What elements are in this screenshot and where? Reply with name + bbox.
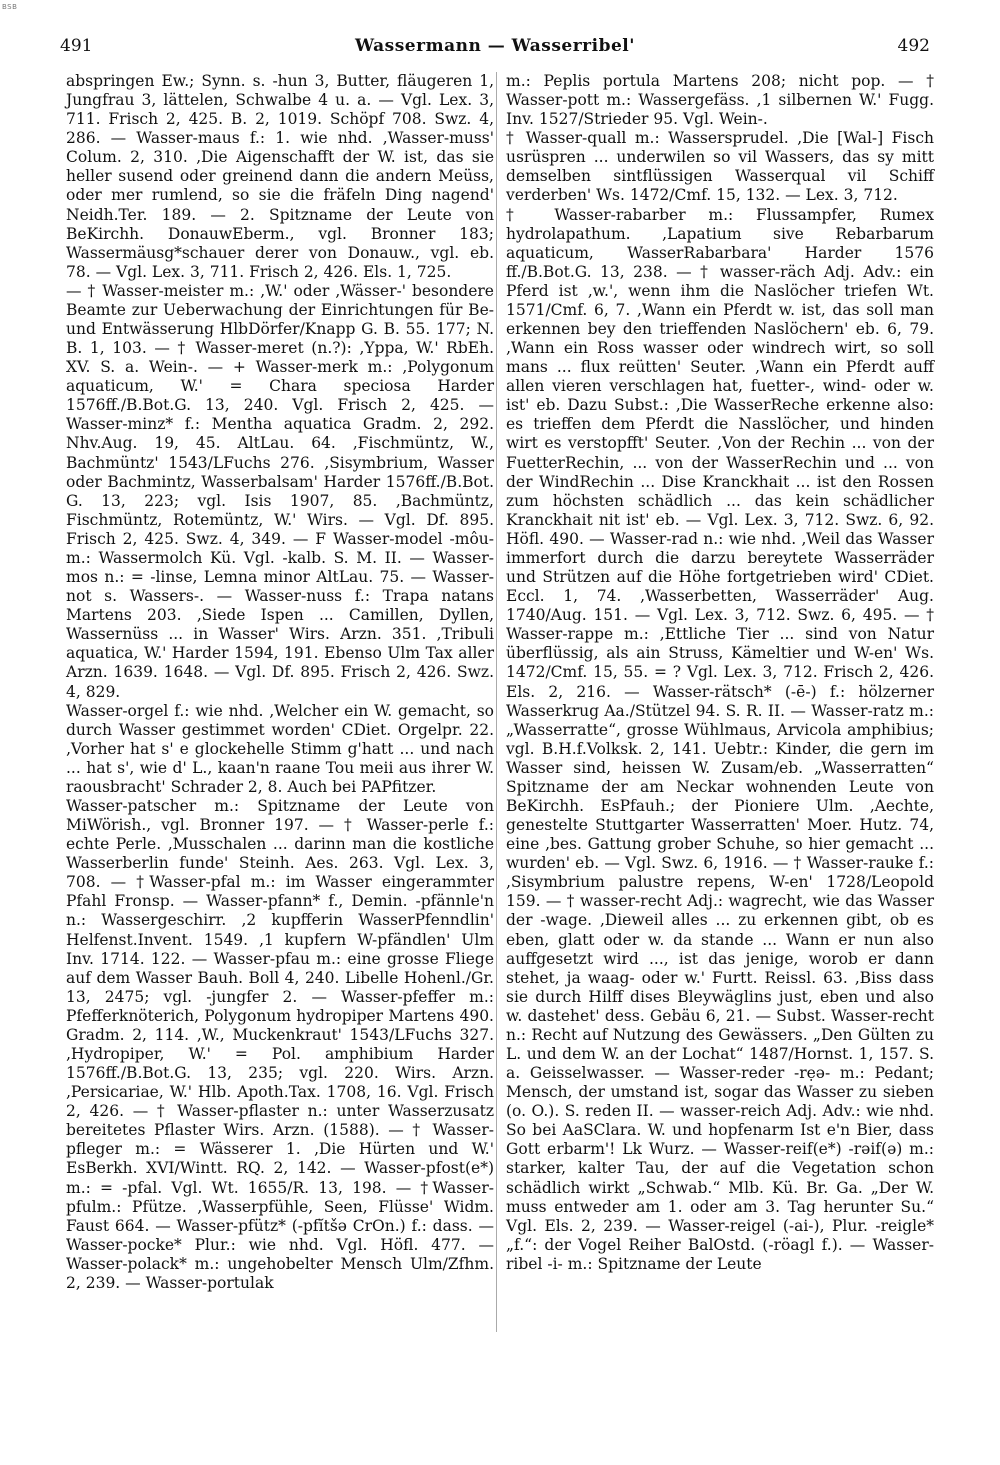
entry-paragraph: † Wasser-rabarber m.: Flussampfer, Rumex hydrolapathum. ‚Lapatium sive Rebarbarum aquaticum, WasserRabarbara' Harder 1576 ff./B.Bot.G. 13, 238. — † wasser-räch Adj. Adv.: ein Pferd ist ‚w.', wenn ihm die Naslöcher triefen Wt. 1571/Cmf. 6, 7. ‚Wann ein Pferdt w. ist, das soll man erkennen bey den trieffenden Naslöchern' eb. 6, 79. ‚Wann ein Ross wasser oder windrech wirt, so soll mans ... flux reütten' Seuter. ‚Wann ein Pferdt auff allen vieren verschlagen hat, fuetter-, wind- oder w. ist' eb. Dazu Subst.: ‚Die WasserReche erkenne also: es trieffen dem Pferdt die Nasslöcher, und hinden wirt es verstopfft' Seuter. ‚Von der Rechin ... von der FuetterRechin, ... von der WasserRechin und ... von der WindRechin ... Dise Kranckhait ... ist den Rossen zum höchsten schädlich ... das kein schädlicher Kranckhait nit ist' eb. — Vgl. Lex. 3, 712. Swz. 6, 92. Höfl. 490. — Wasser-rad n.: wie nhd. ‚Weil das Wasser immerfort durch die darzu bereytete Wasserräder und Strützen auf die Höhe fortgetrieben wird' CDiet. Eccl. 1, 74. ‚Wasserbetten, Wasserräder' Aug. 1740/Aug. 151. — Vgl. Lex. 3, 712. Swz. 6, 495. — † Wasser-rappe m.: ‚Ettliche Tier ... sind von Natur überflüssig, als ain Struss, Kämeltier und W-en' Ws. 1472/Cmf. 15, 55. = ? Vgl. Lex. 3, 712. Frisch 2, 426. Els. 2, 216. — Wasser-rätsch* (-ē-) f.: hölzerner Wasserkrug Aa./Stützel 94. S. R. II. — Wasser-ratz m.: „Wasserratte“, grosse Wühlmaus, Arvicola amphibius; vgl. B.H.f.Volksk. 2, 141. Uebtr.: Kinder, die gern im Wasser sind, heissen W. Zusam/eb. „Wasserratten“ Spitzname der am Neckar wohnenden Leute von BeKirchh. EsPfauh.; der Pioniere Ulm. ‚Aechte, genestelte Stuttgarter Wasserratten' Moer. Hutz. 74, eine ‚bes. Gattung grober Schuhe, so hier gemacht ... wurden' eb. — Vgl. Swz. 6, 1916. — † Wasser-rauke f.: ‚Sisymbrium palustre repens, W-en' 1728/Leopold 159. — † wasser-recht Adj.: wagrecht, wie das Wasser der -wage. ‚Dieweil alles ... zu erkennen gibt, ob es eben, glatt oder w. da stande ... Wann er nun also auffgesetzt wird ..., ist das jenige, worob er dann stehet, ja waag- oder w.' Furtt. Reissl. 63. ‚Biss dass sie durch Hilff dises Bleywäglins just, eben und also w. dastehet' dess. Gebäu 6, 21. — Subst. Wasser-recht n.: Recht auf Nutzung des Gewässers. „Den Gülten zu L. und dem W. an der Lochat“ 1487/Hornst. 1, 157. S. a. Geisselwasser. — Wasser-reder -rẹə- m.: Pedant; Mensch, der umstand ist, sogar das Wasser zu sieben (o. O.). S. reden II. — wasser-reich Adj. Adv.: wie nhd. So bei AaSClara. W. und hopfenarm Ist e'n Bier, dass Gott erbarm'! Lk Wurz. — Wasser-reif(e*) -rəif(ə) m.: starker, kalter Tau, der auf die Vegetation schon schädlich wirkt „Schwab.“ Mlb. Kü. Br. Ga. „Der W. muss entweder am 1. oder am 3. Tag herunter Su.“ Vgl. Els. 2, 239. — Wasser-reigel (-ai-), Plur. -reigle* „f.“: der Vogel Reiher BalOstd. (-röagl f.). — Wasser-ribel -i- m.: Spitzname der Leute <box>506 205 934 1273</box>
library-watermark: BSB <box>2 3 18 11</box>
entry-paragraph: † Wasser-quall m.: Wassersprudel. ‚Die [Wal-] Fisch usrüspren ... underwilen so vil Wassers, das sy mitt demselben sintflüssigen Wasserqual vil Schiff verderben' Ws. 1472/Cmf. 15, 132. — Lex. 3, 712. <box>506 129 934 205</box>
page-number-right: 492 <box>897 36 930 56</box>
entry-paragraph: m.: Peplis portula Martens 208; nicht pop. — † Wasser-pott m.: Wassergefäss. ‚1 silbernen W.' Fugg. Inv. 1527/Strieder 95. Vgl. Wein-. <box>506 72 934 129</box>
column-divider <box>496 72 497 1332</box>
entry-paragraph: Wasser-patscher m.: Spitzname der Leute von MiWörish., vgl. Bronner 197. — † Wasser-perle f.: echte Perle. ‚Musschalen ... darinn man die kostliche Wasserberlin funde' Steinh. Aes. 263. Vgl. Lex. 3, 708. — †Wasser-pfal m.: im Wasser eingerammter Pfahl Fronsp. — Wasser-pfann* f., Demin. -pfännle'n n.: Wassergeschirr. ‚2 kupfferin WasserPfenndlin' Helfenst.Invent. 1549. ‚1 kupfern W-pfändlen' Ulm Inv. 1714. 122. — Wasser-pfau m.: eine grosse Fliege auf dem Wasser Bauh. Boll 4, 240. Libelle Hohenl./Gr. 13, 2475; vgl. -jungfer 2. — Wasser-pfeffer m.: Pfefferknöterich, Polygonum hydropiper Martens 490. Gradm. 2, 114. ‚W., Muckenkraut' 1543/LFuchs 327. ‚Hydropiper, W.' = Pol. amphibium Harder 1576ff./B.Bot.G. 13, 235; vgl. 220. Wirs. Arzn. ‚Persicariae, W.' Hlb. Apoth.Tax. 1708, 16. Vgl. Frisch 2, 426. — † Wasser-pflaster n.: unter Wasserzusatz bereitetes Pflaster Wirs. Arzn. (1588). — † Wasser-pfleger m.: = Wässerer 1. ‚Die Hürten und W.' EsBerkh. XVI/Wintt. RQ. 2, 142. — Wasser-pfost(e*) m.: = -pfal. Vgl. Wt. 1655/R. 13, 198. — †Wasser-pfulm.: Pfütze. ‚Wasserpfühle, Seen, Flüsse' Widm. Faust 664. — Wasser-pfütz* (-pfĭtšə CrOn.) f.: dass. — Wasser-pocke* Plur.: wie nhd. Vgl. Höfl. 477. — Wasser-polack* m.: ungehobelter Mensch Ulm/Zfhm. 2, 239. — Wasser-portulak <box>66 796 494 1292</box>
running-title: Wassermann — Wasserribel' <box>355 36 635 56</box>
entry-paragraph: abspringen Ew.; Synn. s. -hun 3, Butter, fläugeren 1, Jungfrau 3, lättelen, Schwalbe 4 u. a. — Vgl. Lex. 3, 711. Frisch 2, 425. B. 2, 1019. Schöpf 708. Swz. 4, 286. — Wasser-maus f.: 1. wie nhd. ‚Wasser-muss' Colum. 2, 310. ‚Die Aigenschafft der W. ist, das sie heller susend oder greinend dann die andern Meüss, oder mer rumlend, so sie die fräfeln Ding nagend' Neidh.Ter. 189. — 2. Spitzname der Leute von BeKirchh. DonauwEberm., vgl. Bronner 183; Wassermäusg*schauer derer von Donauw., vgl. eb. 78. — Vgl. Lex. 3, 711. Frisch 2, 426. Els. 1, 725. <box>66 72 494 281</box>
entry-paragraph: — † Wasser-meister m.: ‚W.' oder ‚Wässer-' besondere Beamte zur Ueberwachung der Einrichtungen für Be- und Entwässerung HlbDörfer/Knapp G. B. 55. 177; N. B. 1, 103. — † Wasser-meret (n.?): ‚Yppa, W.' RbEh. XV. S. a. Wein-. — + Wasser-merk m.: ‚Polygonum aquaticum, W.' = Chara speciosa Harder 1576ff./B.Bot.G. 13, 240. Vgl. Frisch 2, 425. — Wasser-minz* f.: Mentha aquatica Gradm. 2, 292. Nhv.Aug. 19, 45. AltLau. 64. ‚Fischmüntz, W., Bachmüntz' 1543/LFuchs 276. ‚Sisymbrium, Wasser oder Bachmintz, Wasserbalsam' Harder 1576ff./B.Bot. G. 13, 223; vgl. Isis 1907, 85. ‚Bachmüntz, Fischmüntz, Rotemüntz, W.' Wirs. — Vgl. Df. 895. Frisch 2, 425. Swz. 4, 349. — F Wasser-model -môu-m.: Wassermolch Kü. Vgl. -kalb. S. M. II. — Wasser-mos n.: = -linse, Lemna minor AltLau. 75. — Wasser-not s. Wassers-. — Wasser-nuss f.: Trapa natans Martens 203. ‚Siede Ispen ... Camillen, Dyllen, Wassernüss ... in Wasser' Wirs. Arzn. 351. ‚Tribuli aquatica, W.' Harder 1594, 191. Ebenso Ulm Tax aller Arzn. 1639. 1648. — Vgl. Df. 895. Frisch 2, 426. Swz. 4, 829. <box>66 281 494 701</box>
page-number-left: 491 <box>60 36 93 56</box>
page-header <box>60 36 930 66</box>
entry-paragraph: Wasser-orgel f.: wie nhd. ‚Welcher ein W. gemacht, so durch Wasser gestimmet worden' CDiet. Orgelpr. 22. ‚Vorher hat s' e glockehelle Stimm g'hatt ... und nach ... hat s', wie d' L., kaan'n raane Tou meii aus ihrer W. raousbracht' Schrader 2, 8. Auch bei PAPfitzer. <box>66 701 494 796</box>
left-column <box>66 72 494 1293</box>
right-column <box>506 72 934 1274</box>
